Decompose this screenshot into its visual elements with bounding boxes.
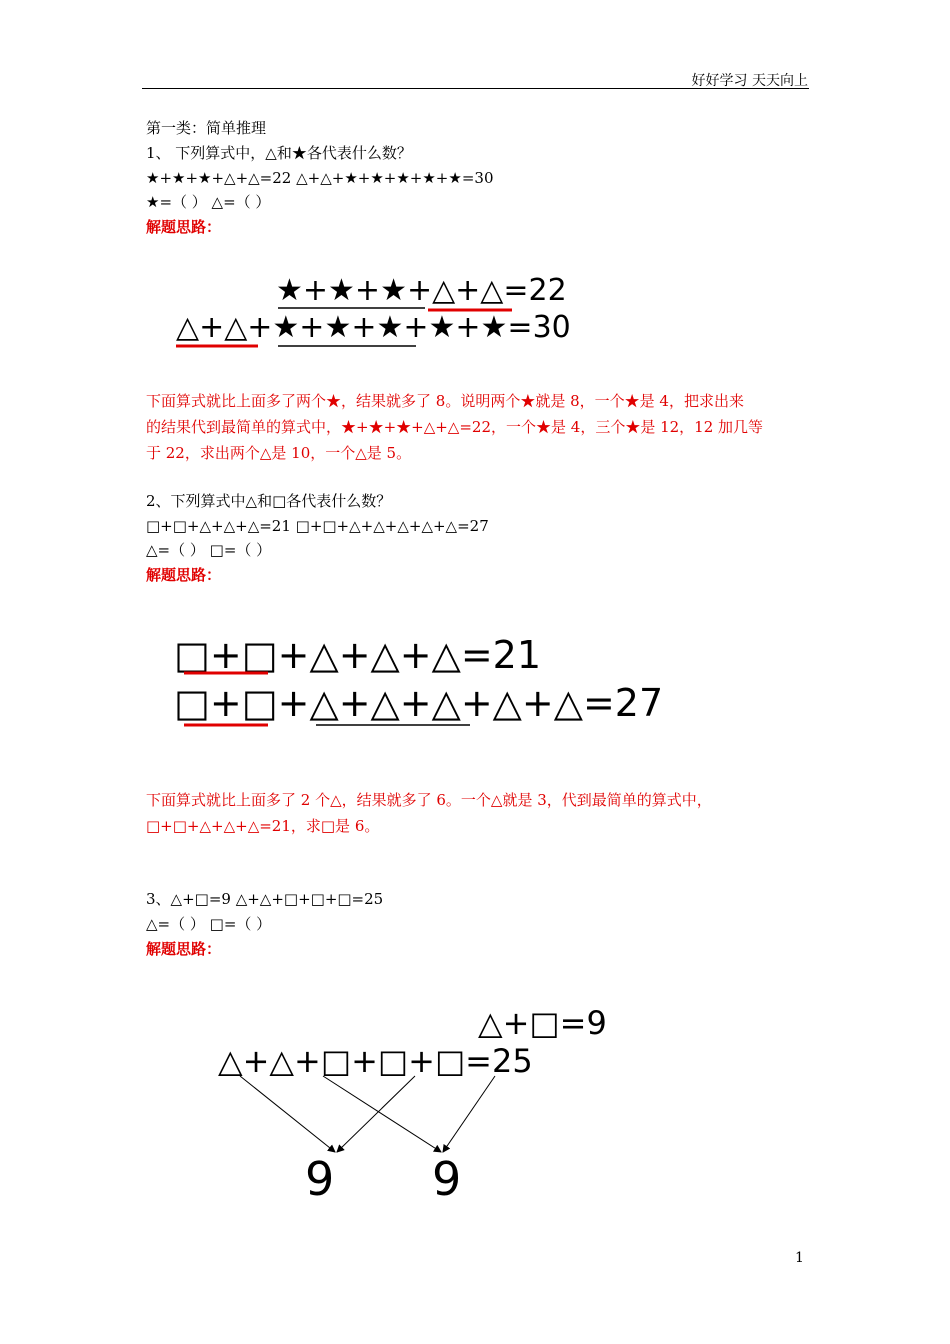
q2-prompt: 2、下列算式中△和□各代表什么数？ [146, 492, 392, 510]
q1-figure-eq-top: ★+★+★+△+△=22 [276, 273, 567, 308]
q2-equations: □+□+△+△+△=21 □+□+△+△+△+△+△=27 [146, 517, 489, 535]
q3-arrow [323, 1076, 441, 1152]
q3-figure-eq-bottom: △+△+□+□+□=25 [218, 1042, 533, 1080]
q1-figure-eq-bottom: △+△+★+★+★+★+★=30 [176, 310, 571, 345]
q1-figure [170, 265, 590, 355]
page-header: 好好学习 天天向上 [691, 73, 808, 89]
q3-arrow [443, 1076, 495, 1152]
q2-explanation [146, 787, 814, 839]
q2-explanation-line: □+□+△+△+△=21，求□是 6。 [146, 817, 380, 835]
q3-hint-label: 解题思路： [146, 940, 222, 958]
q3-arrow [240, 1076, 335, 1152]
q2-figure-eq-top: □+□+△+△+△=21 [174, 633, 542, 677]
q2-hint-label: 解题思路： [146, 566, 222, 584]
q3-figure-result-right: 9 [432, 1152, 462, 1206]
q1-explanation-line: 于 22，求出两个△是 10，一个△是 5。 [146, 444, 412, 462]
q3-figure-eq-top: △+□=9 [478, 1004, 607, 1042]
section-title: 第一类：简单推理 [146, 119, 267, 137]
q1-prompt: 1、 下列算式中，△和★各代表什么数？ [146, 144, 412, 162]
q1-blanks: ★=（ ） △=（ ） [146, 193, 271, 211]
q1-explanation-line: 下面算式就比上面多了两个★，结果就多了 8。说明两个★就是 8，一个★是 4，把求出来 [146, 392, 744, 410]
q1-hint-label: 解题思路： [146, 218, 222, 236]
q3-figure [210, 1000, 710, 1210]
q3-prompt: 3、△+□=9 △+△+□+□+□=25 [146, 890, 384, 908]
header-rule [142, 88, 809, 89]
q3-arrow [337, 1076, 415, 1152]
q2-blanks: △=（ ） □=（ ） [146, 541, 272, 559]
q1-explanation [146, 388, 814, 466]
q1-equations: ★+★+★+△+△=22 △+△+★+★+★+★+★=30 [146, 169, 494, 187]
q3-blanks: △=（ ） □=（ ） [146, 915, 272, 933]
q1-explanation-line: 的结果代到最简单的算式中，★+★+★+△+△=22，一个★是 4，三个★是 12，12 加几等 [146, 418, 764, 436]
q2-figure-eq-bottom: □+□+△+△+△+△+△=27 [174, 681, 664, 725]
q3-figure-result-left: 9 [305, 1152, 335, 1206]
page-number: 1 [795, 1250, 804, 1266]
q2-explanation-line: 下面算式就比上面多了 2 个△，结果就多了 6。一个△就是 3，代到最简单的算式中， [146, 791, 712, 809]
q2-figure [170, 628, 690, 738]
